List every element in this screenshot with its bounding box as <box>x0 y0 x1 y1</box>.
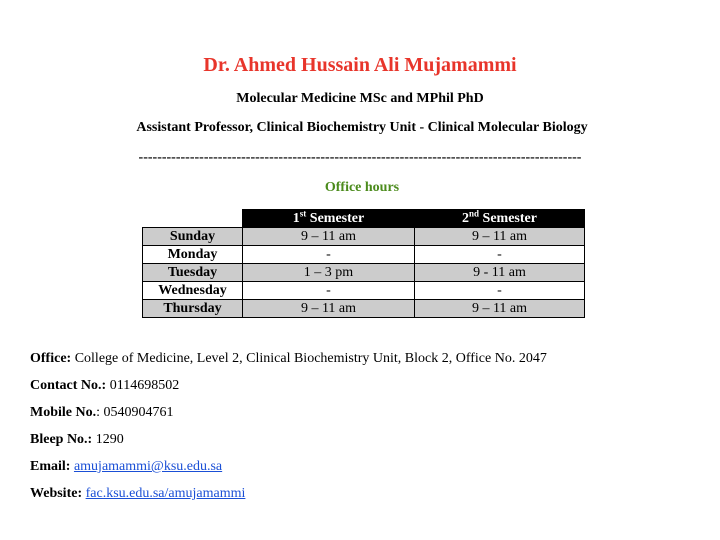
contact-info <box>30 378 179 394</box>
degrees-line: Molecular Medicine MSc and MPhil PhD <box>236 91 484 106</box>
email-label: Email: <box>30 459 71 474</box>
bleep-value: 1290 <box>92 432 124 447</box>
day-cell: Wednesday <box>143 282 243 300</box>
day-cell: Sunday <box>143 228 243 246</box>
semester-1-cell: 9 – 11 am <box>243 228 415 246</box>
day-cell: Tuesday <box>143 264 243 282</box>
website-label: Website: <box>30 486 83 501</box>
semester-2-cell: - <box>415 246 585 264</box>
semester-2-cell: 9 – 11 am <box>415 300 585 318</box>
column-header-semester-1: 1st Semester <box>243 210 415 228</box>
office-value: College of Medicine, Level 2, Clinical Biochemistry Unit, Block 2, Office No. 2047 <box>71 351 547 366</box>
divider-line: ----------------------------------------------------------------------------------------------- <box>138 150 582 165</box>
day-cell: Monday <box>143 246 243 264</box>
column-header-semester-2: 2nd Semester <box>415 210 585 228</box>
table-row <box>143 264 585 282</box>
email-link[interactable]: amujamammi@ksu.edu.sa <box>73 459 223 474</box>
table-row <box>143 228 585 246</box>
semester-1-cell: - <box>243 246 415 264</box>
table-header-row <box>143 210 585 228</box>
mobile-label: Mobile No. <box>30 405 97 420</box>
bleep-label: Bleep No.: <box>30 432 93 447</box>
position-line: Assistant Professor, Clinical Biochemistry Unit - Clinical Molecular Biology <box>136 120 588 135</box>
email-info <box>30 459 222 475</box>
table-corner <box>143 210 243 228</box>
mobile-value: : 0540904761 <box>96 405 174 420</box>
semester-2-cell: - <box>415 282 585 300</box>
day-cell: Thursday <box>143 300 243 318</box>
semester-1-cell: 1 – 3 pm <box>243 264 415 282</box>
semester-2-cell: 9 – 11 am <box>415 228 585 246</box>
office-label: Office: <box>30 351 72 366</box>
page-title: Dr. Ahmed Hussain Ali Mujamammi <box>203 54 517 76</box>
contact-value: 0114698502 <box>106 378 180 393</box>
semester-1-cell: 9 – 11 am <box>243 300 415 318</box>
contact-label: Contact No.: <box>30 378 107 393</box>
office-info <box>30 351 547 367</box>
table-row <box>143 300 585 318</box>
semester-1-cell: - <box>243 282 415 300</box>
table-row <box>143 246 585 264</box>
mobile-info <box>30 405 174 421</box>
table-row <box>143 282 585 300</box>
website-info <box>30 486 245 502</box>
office-hours-table <box>142 209 585 318</box>
semester-2-cell: 9 - 11 am <box>415 264 585 282</box>
bleep-info <box>30 432 124 448</box>
website-link[interactable]: fac.ksu.edu.sa/amujamammi <box>85 486 246 501</box>
office-hours-heading: Office hours <box>324 180 400 195</box>
